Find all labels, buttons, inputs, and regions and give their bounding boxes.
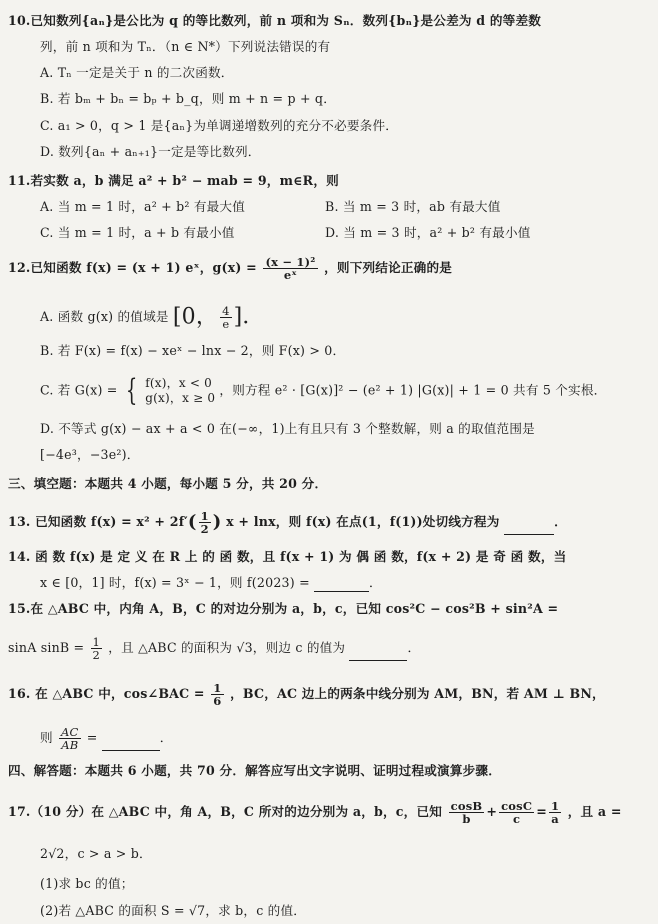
q13-half: [199, 510, 211, 535]
q17-f3-numerator: 1: [550, 799, 560, 813]
q16-line2: [40, 726, 173, 751]
q17-subquestion-2: (2)若 △ABC 的面积 S = √7，求 b，c 的值．: [40, 903, 307, 918]
q12-option-c: [40, 373, 607, 408]
q15-end: ．: [407, 640, 421, 655]
q12-stem-pre: 12.已知函数 f(x) = (x + 1) eˣ，g(x) =: [8, 260, 257, 275]
q17-line1: [8, 800, 622, 825]
q12-a-numerator: 4: [222, 304, 230, 318]
q16-fraction: [211, 682, 223, 707]
q11-option-b: B. 当 m = 3 时，ab 有最大值: [325, 199, 501, 214]
q17-fraction-1: [449, 800, 485, 825]
q13-post: x + lnx，则 f(x) 在点(1，f(1))处切线方程为: [226, 514, 500, 529]
q12-c-post: ，则方程 e² · [G(x)]² − (e² + 1) |G(x)| + 1 = 0 共有 5 个实根．: [219, 382, 607, 398]
q16-line1-post: ，BC，AC 边上的两条中线分别为 AM，BN，若 AM ⊥ BN，: [230, 686, 605, 701]
q13-half-numerator: 1: [200, 509, 209, 523]
q14-line2-text: x ∈ [0，1] 时，f(x) = 3ˣ − 1，则 f(2023) =: [40, 575, 310, 590]
q10-stem-line1: 10.已知数列{aₙ}是公比为 q 的等比数列，前 n 项和为 Sₙ．数列{bₙ}是公差为 d 的等差数: [8, 13, 542, 28]
q16-numerator: 1: [213, 681, 222, 695]
q17-line1-pre: 17.（10 分）在 △ABC 中，角 A，B，C 所对的边分别为 a，b，c，已知: [8, 804, 443, 819]
q17-equals: =: [536, 804, 547, 819]
q13-pre: 13. 已知函数 f(x) = x² + 2f′: [8, 514, 188, 529]
q17-fraction-3: [549, 800, 561, 825]
q13: 13. 已知函数 f(x) = x² + 2f′( $\frac{1}{2}$ ) x + lnx，则 f(x) 在点(1，f(1))处切线方程为 ．: [8, 509, 567, 536]
q12-a-text: A. 函数 g(x) 的值域是: [40, 309, 169, 324]
q12-c-cases: [145, 376, 215, 406]
q14-line1: 14. 函 数 f(x) 是 定 义 在 R 上 的 函 数，且 f(x + 1) 为 偶 函 数，f(x + 2) 是 奇 函 数，当: [8, 549, 567, 564]
q12-c-brace: {: [125, 373, 138, 408]
q15-answer-blank: [349, 646, 407, 661]
q15-numerator: 1: [92, 635, 101, 649]
q17-line2: 2√2，c > a > b．: [40, 846, 152, 861]
q10-stem-line2: 列，前 n 项和为 Tₙ．（n ∈ N*）下列说法错误的有: [40, 39, 331, 54]
q13-end: ．: [554, 514, 567, 529]
q15-line2: [8, 636, 420, 661]
q11-option-a: A. 当 m = 1 时，a² + b² 有最大值: [40, 199, 246, 214]
q12-c-case2: g(x)，x ≥ 0: [145, 391, 216, 405]
q17-f1-denominator: b: [462, 812, 471, 826]
q12-g-denominator: eˣ: [283, 268, 298, 282]
q11-stem: 11.若实数 a，b 满足 a² + b² − mab = 9，m∈R，则: [8, 173, 339, 188]
section-3-heading: 三、填空题：本题共 4 小题，每小题 5 分，共 20 分．: [8, 476, 328, 491]
q15-denominator: 2: [92, 648, 101, 662]
q16-line2-pre: 则: [40, 730, 53, 745]
q10-option-d: D. 数列{aₙ + aₙ₊₁}一定是等比数列．: [40, 144, 261, 159]
section-4-heading: 四、解答题：本题共 6 小题，共 70 分．解答应写出文字说明、证明过程或演算步骤．: [8, 763, 502, 778]
q12-option-a: [40, 305, 265, 330]
q12-a-range-left: [0，: [172, 304, 219, 330]
q12-c-case1: f(x)，x < 0: [145, 376, 212, 390]
q17-f1-numerator: cosB: [450, 799, 483, 813]
q10-option-b: B. 若 bₘ + bₙ = bₚ + b_q，则 m + n = p + q．: [40, 91, 336, 106]
q12-option-d-line1: D. 不等式 g(x) − ax + a < 0 在(−∞，1)上有且只有 3 个整数解，则 a 的取值范围是: [40, 421, 535, 436]
q14-answer-blank: [314, 577, 369, 592]
q15-fraction: [91, 636, 103, 661]
q16-line1-pre: 16. 在 △ABC 中，cos∠BAC =: [8, 686, 205, 701]
q16-ac-ab-fraction: [59, 726, 81, 751]
q13-half-denominator: 2: [200, 522, 209, 536]
q17-fraction-2: [499, 800, 534, 825]
q10-option-a: A. Tₙ 一定是关于 n 的二次函数．: [40, 65, 234, 80]
q17-subquestion-1: (1)求 bc 的值；: [40, 876, 134, 891]
q12-g-fraction: [263, 256, 317, 281]
q14-line2: [40, 574, 382, 592]
q17-f3-denominator: a: [551, 812, 559, 826]
q10-option-c: C. a₁ > 0，q > 1 是{aₙ}为单调递增数列的充分不必要条件．: [40, 118, 399, 133]
q12-c-pre: C. 若 G(x) =: [40, 382, 118, 398]
q16-ab: AB: [61, 738, 79, 752]
q16-answer-blank: [102, 736, 160, 751]
q13-answer-blank: [504, 520, 554, 535]
q12-stem: [8, 256, 452, 281]
q15-line1: 15.在 △ABC 中，内角 A，B，C 的对边分别为 a，b，c，已知 cos²C − cos²B + sin²A =: [8, 601, 559, 616]
q15-line2-pre: sinA sinB =: [8, 640, 85, 655]
q17-plus: +: [486, 804, 498, 819]
q11-option-c: C. 当 m = 1 时，a + b 有最小值: [40, 225, 235, 240]
q15-line2-post: ，且 △ABC 的面积为 √3，则边 c 的值为: [108, 640, 346, 655]
q12-stem-post: ，则下列结论正确的是: [324, 260, 453, 275]
q12-a-denominator: e: [222, 317, 230, 331]
q14-end: ．: [369, 575, 382, 590]
q16-denominator: 6: [213, 694, 222, 708]
q16-ac: AC: [61, 725, 79, 739]
q17-f2-denominator: c: [513, 812, 521, 826]
q12-g-numerator: (x − 1)²: [265, 255, 316, 269]
q11-option-d: D. 当 m = 3 时，a² + b² 有最小值: [325, 225, 531, 240]
q12-a-range-right: ]．: [233, 304, 265, 330]
q16-end: ．: [159, 730, 173, 745]
q16-line2-post: =: [86, 730, 98, 745]
q17-f2-numerator: cosC: [501, 799, 533, 813]
q17-line1-post: ，且 a =: [567, 804, 622, 819]
q16-line1: [8, 682, 605, 707]
q12-option-b: B. 若 F(x) = f(x) − xeˣ − lnx − 2，则 F(x) > 0．: [40, 343, 346, 358]
q12-option-d-line2: [−4e³，−3e²)．: [40, 447, 140, 462]
q12-a-fraction: [220, 305, 232, 330]
